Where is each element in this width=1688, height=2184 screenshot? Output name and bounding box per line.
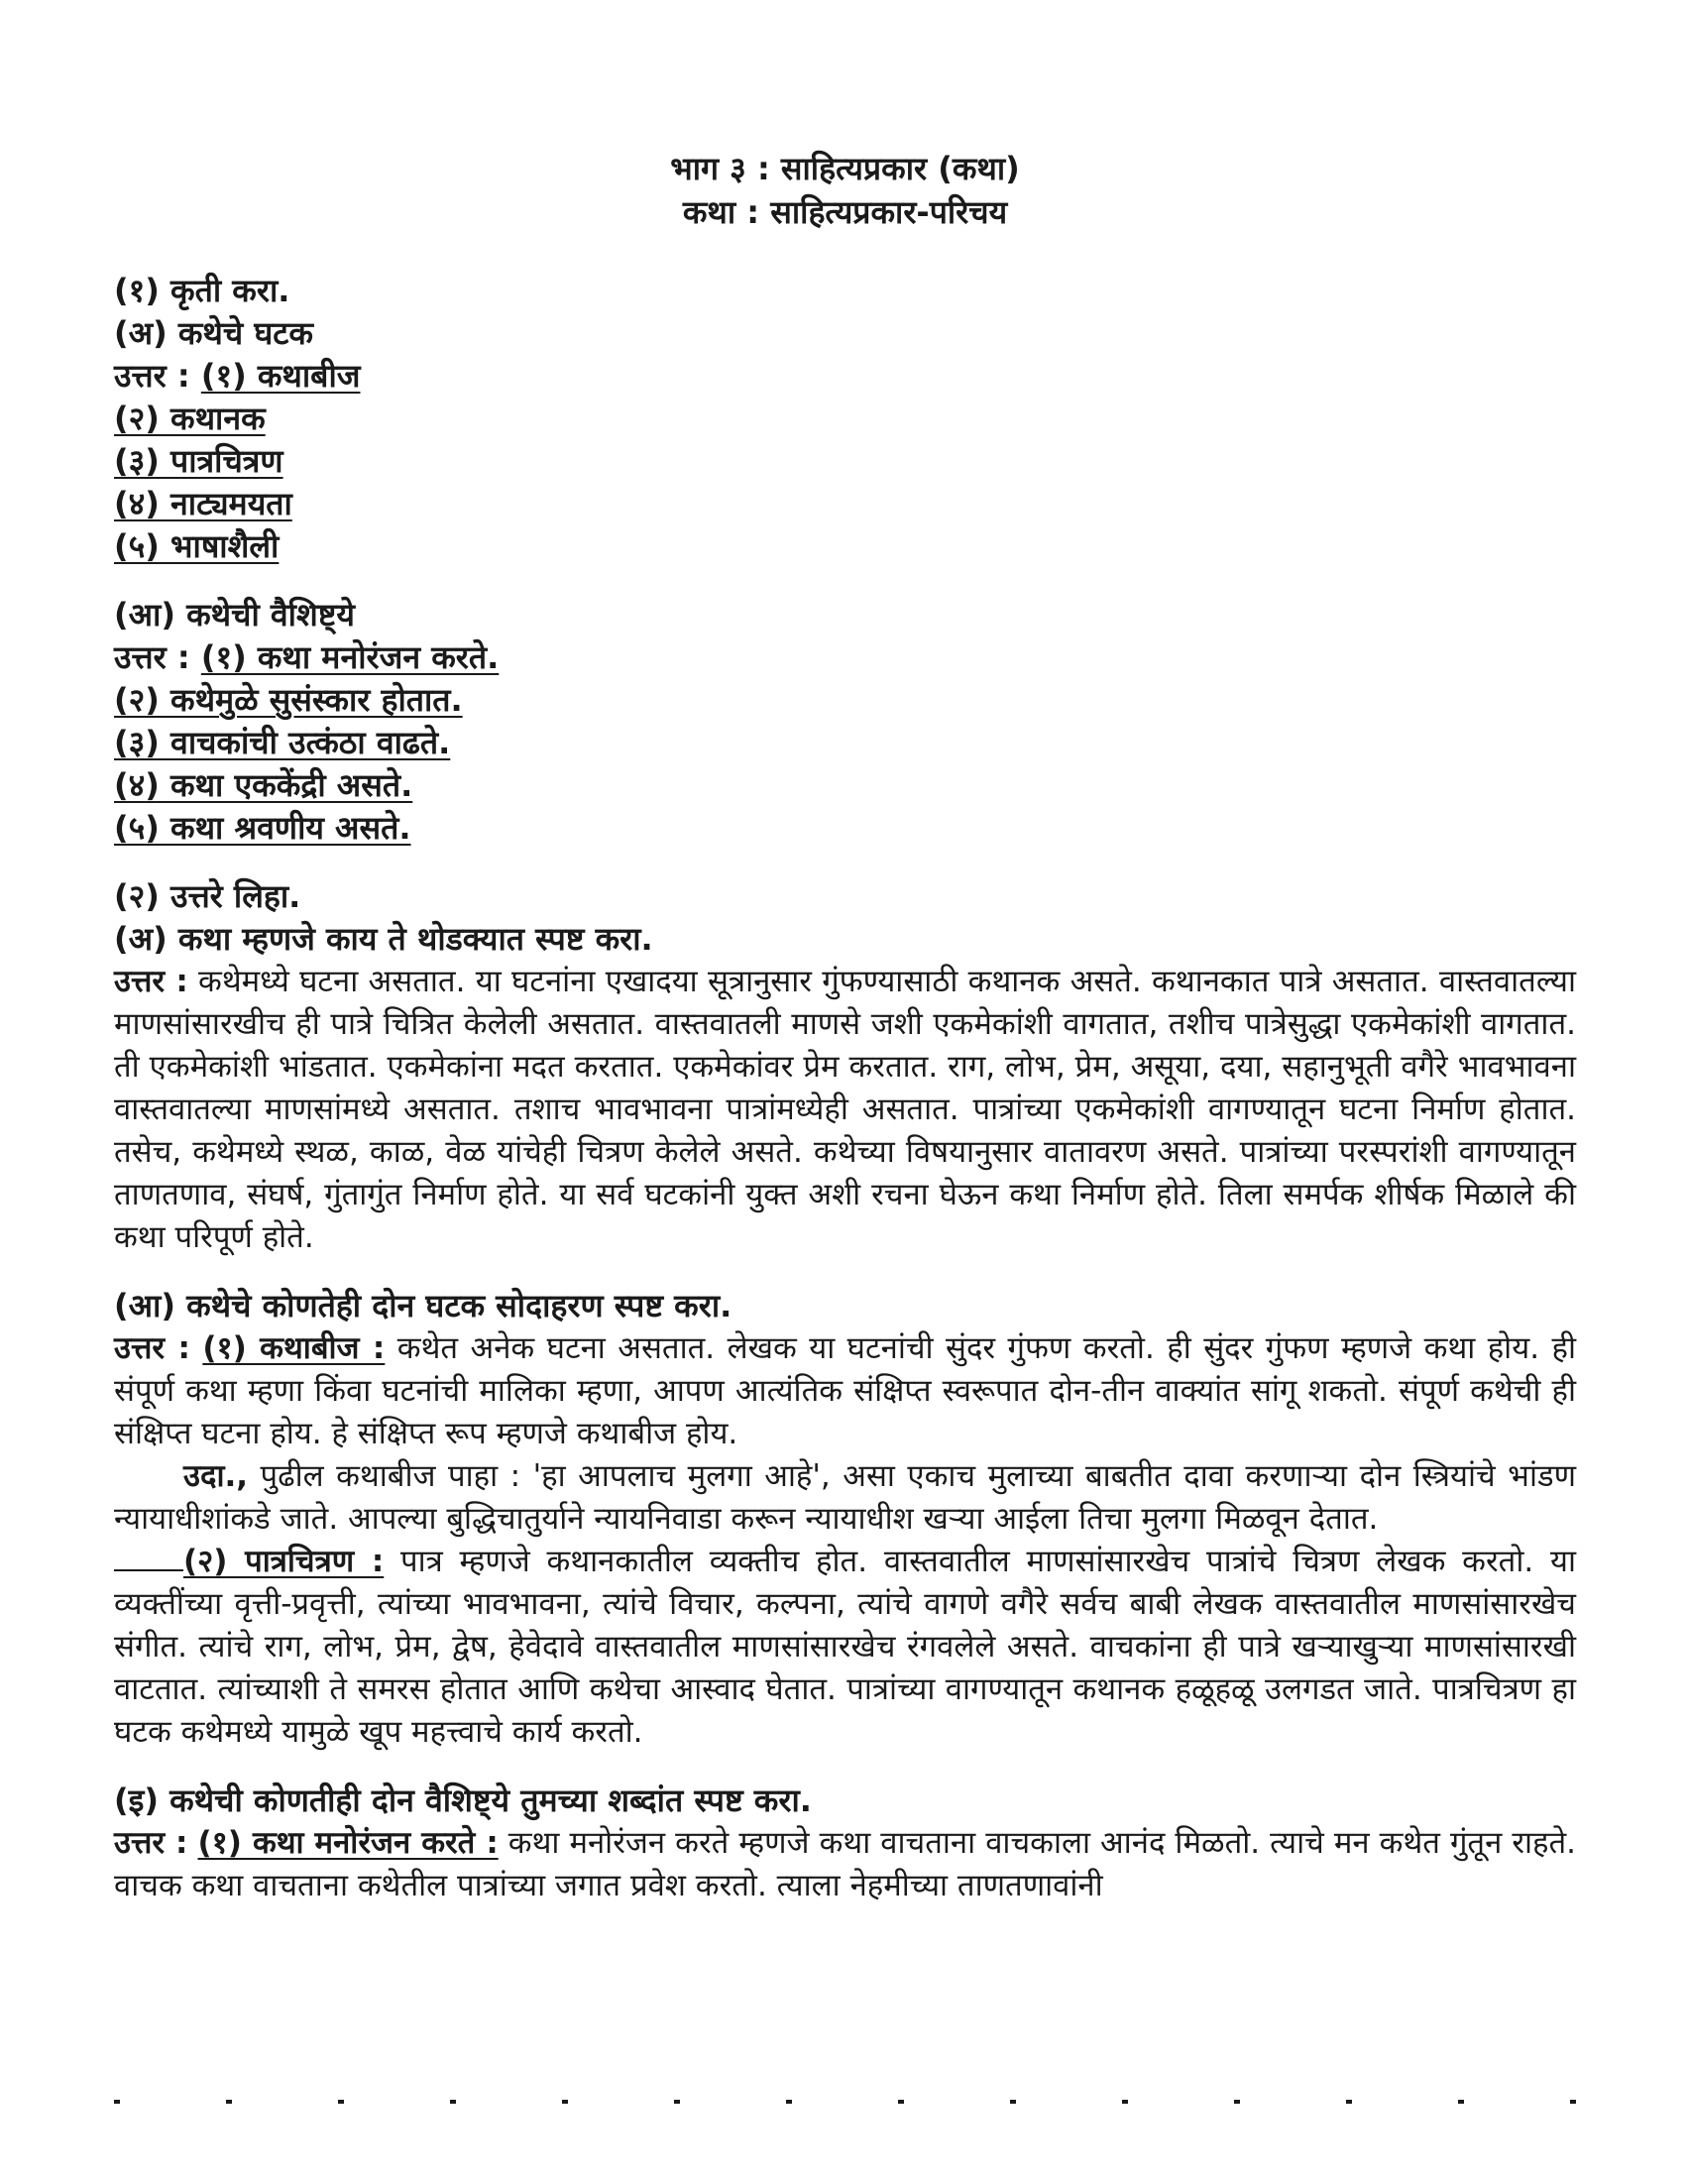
q1a-answer-line: [114, 355, 1576, 398]
q2aa-answer: [114, 1327, 1576, 1754]
answer-label: उत्तर :: [114, 357, 190, 395]
blank-line: [114, 1568, 183, 1571]
example-text: पुढील कथाबीज पाहा : 'हा आपलाच मुलगा आहे', असा एकाच मुलाच्या बाबतीत दावा करणाऱ्या दोन स्त्रियांचे भांडण न्यायाधीशांकडे जाते. आपल्या बुद्धिचातुर्याने न्यायनिवाडा करून न्यायाधीश खऱ्या आईला तिचा मुलगा मिळवून देतात.: [114, 1458, 1576, 1537]
q2i-heading: (इ) कथेची कोणतीही दोन वैशिष्ट्ये तुमच्या शब्दांत स्पष्ट करा.: [114, 1782, 812, 1819]
q2a-answer: [114, 961, 1576, 1259]
list-item: (१) कथाबीज: [200, 357, 361, 395]
list-item: (२) कथेमुळे सुसंस्कार होतात.: [114, 681, 463, 719]
list-item: (३) पात्रचित्रण: [114, 442, 283, 480]
answer-label: उत्तर :: [114, 964, 188, 999]
list-item: (४) नाट्यमयता: [114, 485, 292, 522]
q2aa-heading: (आ) कथेचे कोणतेही दोन घटक सोदाहरण स्पष्ट करा.: [114, 1287, 732, 1324]
q1a-heading: (अ) कथेचे घटक: [114, 314, 313, 352]
q2-heading: (२) उत्तरे लिहा.: [114, 877, 301, 915]
list-item: (३) वाचकांची उत्कंठा वाढते.: [114, 724, 451, 761]
q2a-heading: (अ) कथा म्हणजे काय ते थोडक्यात स्पष्ट करा.: [114, 920, 653, 958]
point-text: कथा मनोरंजन करते म्हणजे कथा वाचताना वाचकाला आनंद मिळतो. त्याचे मन कथेत गुंतून राहते. वाचक कथा वाचताना कथेतील पात्रांच्या जगात प्रवेश करतो. त्याला नेहमीच्या ताणतणावांनी: [114, 1825, 1577, 1903]
answer-label: उत्तर :: [114, 638, 190, 676]
answer-text: कथेमध्ये घटना असतात. या घटनांना एखादया सूत्रानुसार गुंफण्यासाठी कथानक असते. कथानकात पात्रे असतात. वास्तवातल्या माणसांसारखीच ही पात्रे चित्रित केलेली असतात. वास्तवातली माणसे जशी एकमेकांशी वागतात, तशीच पात्रेसुद्धा एकमेकांशी वागतात. ती एकमेकांशी भांडतात. एकमेकांना मदत करतात. एकमेकांवर प्रेम करतात. राग, लोभ, प्रेम, असूया, दया, सहानुभूती वगैरे भावभावना वास्तवातल्या माणसांमध्ये असतात. तशाच भावभावना पात्रांमध्येही असतात. पात्रांच्या एकमेकांशी वागण्यातून घटना निर्माण होतात. तसेच, कथेमध्ये स्थळ, काळ, वेळ यांचेही चित्रण केलेले असते. कथेच्या विषयानुसार वातावरण असते. पात्रांच्या परस्परांशी वागण्यातून ताणतणाव, संघर्ष, गुंतागुंत निर्माण होते. या सर्व घटकांनी युक्त अशी रचना घेऊन कथा निर्माण होते. तिला समर्पक शीर्षक मिळाले की कथा परिपूर्ण होते.: [114, 964, 1576, 1255]
section-title: कथा : साहित्यप्रकार-परिचय: [682, 193, 1008, 231]
q2i-answer: [114, 1822, 1576, 1907]
part-title: भाग ३ : साहित्यप्रकार (कथा): [670, 150, 1020, 187]
point-label: (२) पात्रचित्रण :: [183, 1544, 385, 1579]
cut-off-text-fragments: [114, 2100, 1576, 2110]
point-label: (१) कथा मनोरंजन करते :: [197, 1825, 499, 1861]
answer-label: उत्तर :: [114, 1330, 190, 1366]
q1aa-answer-line: [114, 636, 1576, 679]
point-text: पात्र म्हणजे कथानकातील व्यक्तीच होत. वास्तवातील माणसांसारखेच पात्रांचे चित्रण लेखक करतो. या व्यक्तींच्या वृत्ती-प्रवृत्ती, त्यांच्या भावभावना, त्यांचे विचार, कल्पना, त्यांचे वागणे वगैरे सर्वच बाबी लेखक वास्तवातील माणसांसारखेच संगीत. त्यांचे राग, लोभ, प्रेम, द्वेष, हेवेदावे वास्तवातील माणसांसारखेच रंगवलेले असते. वाचकांना ही पात्रे खऱ्याखुऱ्या माणसांसारखी वाटतात. त्यांच्याशी ते समरस होतात आणि कथेचा आस्वाद घेतात. पात्रांच्या वागण्यातून कथानक हळूहळू उलगडत जाते. पात्रचित्रण हा घटक कथेमध्ये यामुळे खूप महत्त्वाचे कार्य करतो.: [114, 1544, 1576, 1750]
point-label: (१) कथाबीज :: [202, 1330, 386, 1366]
list-item: (२) कथानक: [114, 400, 266, 437]
q1-heading: (१) कृती करा.: [114, 272, 290, 309]
list-item: (५) भाषाशैली: [114, 527, 280, 565]
list-item: (१) कथा मनोरंजन करते.: [200, 638, 500, 676]
title-block: [114, 147, 1576, 234]
example-label: उदा.,: [183, 1458, 249, 1494]
answer-label: उत्तर :: [114, 1825, 188, 1861]
list-item: (४) कथा एककेंद्री असते.: [114, 766, 413, 804]
point-text: कथेत अनेक घटना असतात. लेखक या घटनांची सुंदर गुंफण करतो. ही सुंदर गुंफण म्हणजे कथा होय. ही संपूर्ण कथा म्हणा किंवा घटनांची मालिका म्हणा, आपण आत्यंतिक संक्षिप्त स्वरूपात दोन-तीन वाक्यांत सांगू शकतो. संपूर्ण कथेची ही संक्षिप्त घटना होय. हे संक्षिप्त रूप म्हणजे कथाबीज होय.: [114, 1330, 1576, 1451]
list-item: (५) कथा श्रवणीय असते.: [114, 809, 411, 847]
document-page: [114, 147, 1576, 1907]
q1aa-heading: (आ) कथेची वैशिष्ट्ये: [114, 596, 355, 633]
